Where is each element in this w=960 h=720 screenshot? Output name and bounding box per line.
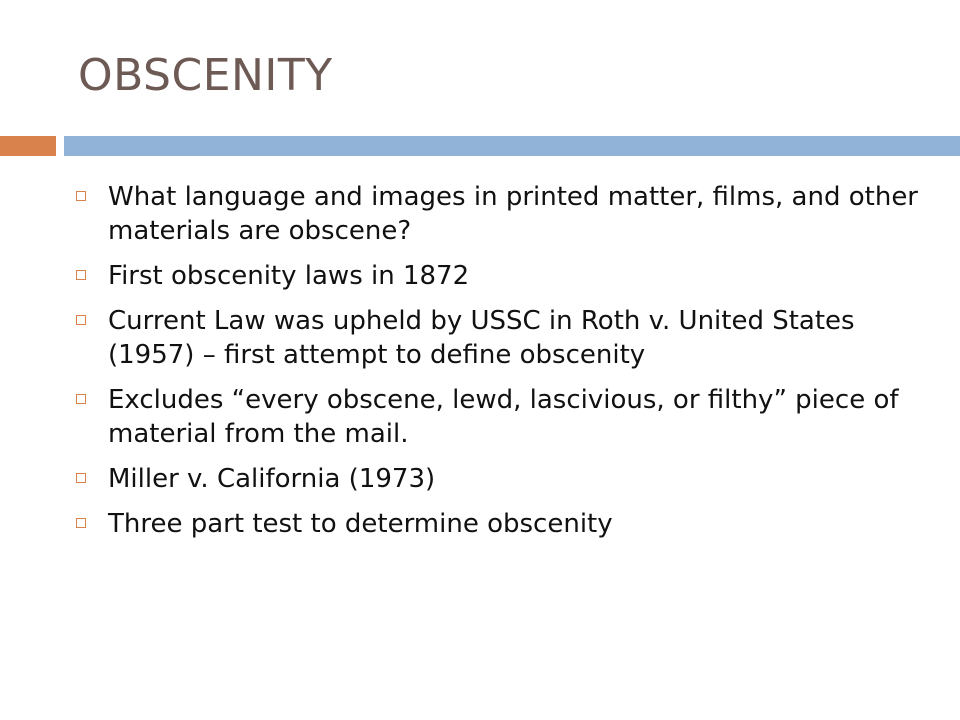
bullet-text: First obscenity laws in 1872: [108, 261, 470, 291]
bullet-text: What language and images in printed matter, films, and other materials are obscene?: [108, 182, 918, 246]
title-accent-bar-blue: [64, 136, 960, 156]
title-accent-bar-orange: [0, 136, 56, 156]
hollow-square-icon: [76, 518, 86, 528]
bullet-text: Three part test to determine obscenity: [108, 509, 613, 539]
bullet-text: Miller v. California (1973): [108, 464, 436, 494]
bullet-item: [76, 383, 926, 451]
bullet-item: [76, 507, 926, 541]
hollow-square-icon: [76, 315, 86, 325]
bullet-item: [76, 304, 926, 372]
hollow-square-icon: [76, 394, 86, 404]
bullet-text: Current Law was upheld by USSC in Roth v. United States (1957) – first attempt to define obscenity: [108, 306, 855, 370]
bullet-item: [76, 462, 926, 496]
hollow-square-icon: [76, 191, 86, 201]
hollow-square-icon: [76, 473, 86, 483]
bullet-item: [76, 180, 926, 248]
hollow-square-icon: [76, 270, 86, 280]
bullet-list: [76, 180, 926, 552]
slide-title: OBSCENITY: [78, 50, 333, 101]
bullet-item: [76, 259, 926, 293]
bullet-text: Excludes “every obscene, lewd, lascivious, or filthy” piece of material from the mail.: [108, 385, 899, 449]
